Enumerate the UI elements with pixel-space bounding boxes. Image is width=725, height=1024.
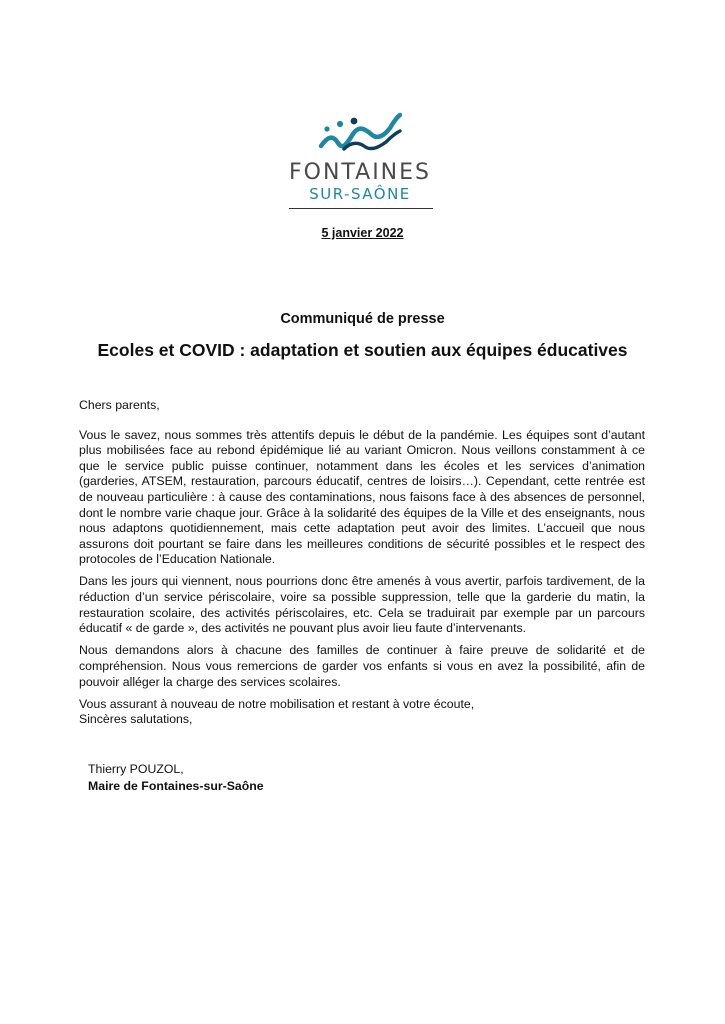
- closing-line: Vous assurant à nouveau de notre mobilisation et restant à votre écoute,: [79, 696, 475, 711]
- signature-block: [88, 761, 264, 795]
- paragraph: Nous demandons alors à chacune des familles de continuer à faire preuve de solidarité et de compréhension. Nous vous remercions de garder vos enfants si vous en avez la possibilité, afin de pouvoir alléger la charge des services scolaires.: [79, 643, 645, 689]
- closing-greeting: Sincères salutations,: [79, 712, 193, 727]
- letter-body: [79, 398, 645, 728]
- paragraph: Dans les jours qui viennent, nous pourrions donc être amenés à vous avertir, parfois tardivement, de la réduction d’un service périscolaire, voire sa possible suppression, telle que la garderie du matin, la restauration scolaire, des activités périscolaires, etc. Cela se traduirait par exemple par un parcours éducatif « de garde », des activités ne pouvant plus avoir lieu faute d’intervenants.: [79, 574, 645, 636]
- paragraph: Vous le savez, nous sommes très attentifs depuis le début de la pandémie. Les équipes sont d’autant plus mobilisées face au rebond épidémique lié au variant Omicron. Nous veillons constamment à ce que le service public puisse continuer, notamment dans les écoles et les services d’animation (garderies, ATSEM, restauration, parcours éducatif, centres de loisirs…). Cependant, cette rentrée est de nouveau particulière : à cause des contaminations, nous faisons face à des absences de personnel, dont le nombre varie chaque jour. Grâce à la solidarité des équipes de la Ville et des enseignants, nous nous adaptons quotidiennement, mais cette adaptation peut avoir des limites. L’accueil que nous assurons doit pourtant se faire dans les meilleures conditions de sécurité possibles et le respect des protocoles de l’Education Nationale.: [79, 427, 645, 567]
- salutation: Chers parents,: [79, 398, 160, 412]
- city-logo: [275, 112, 445, 214]
- logo-text-sur-saone: SUR-SAÔNE: [309, 185, 411, 203]
- logo-text-fontaines: FONTAINES: [288, 160, 432, 185]
- signatory-name: Thierry POUZOL,: [88, 762, 184, 776]
- page-title: Ecoles et COVID : adaptation et soutien aux équipes éducatives: [97, 340, 628, 360]
- signatory-title: Maire de Fontaines-sur-Saône: [88, 779, 264, 793]
- wave-figures-icon: [318, 112, 402, 158]
- release-date: 5 janvier 2022: [321, 226, 404, 240]
- logo-underline: [289, 208, 433, 209]
- document-type-label: Communiqué de presse: [280, 311, 445, 327]
